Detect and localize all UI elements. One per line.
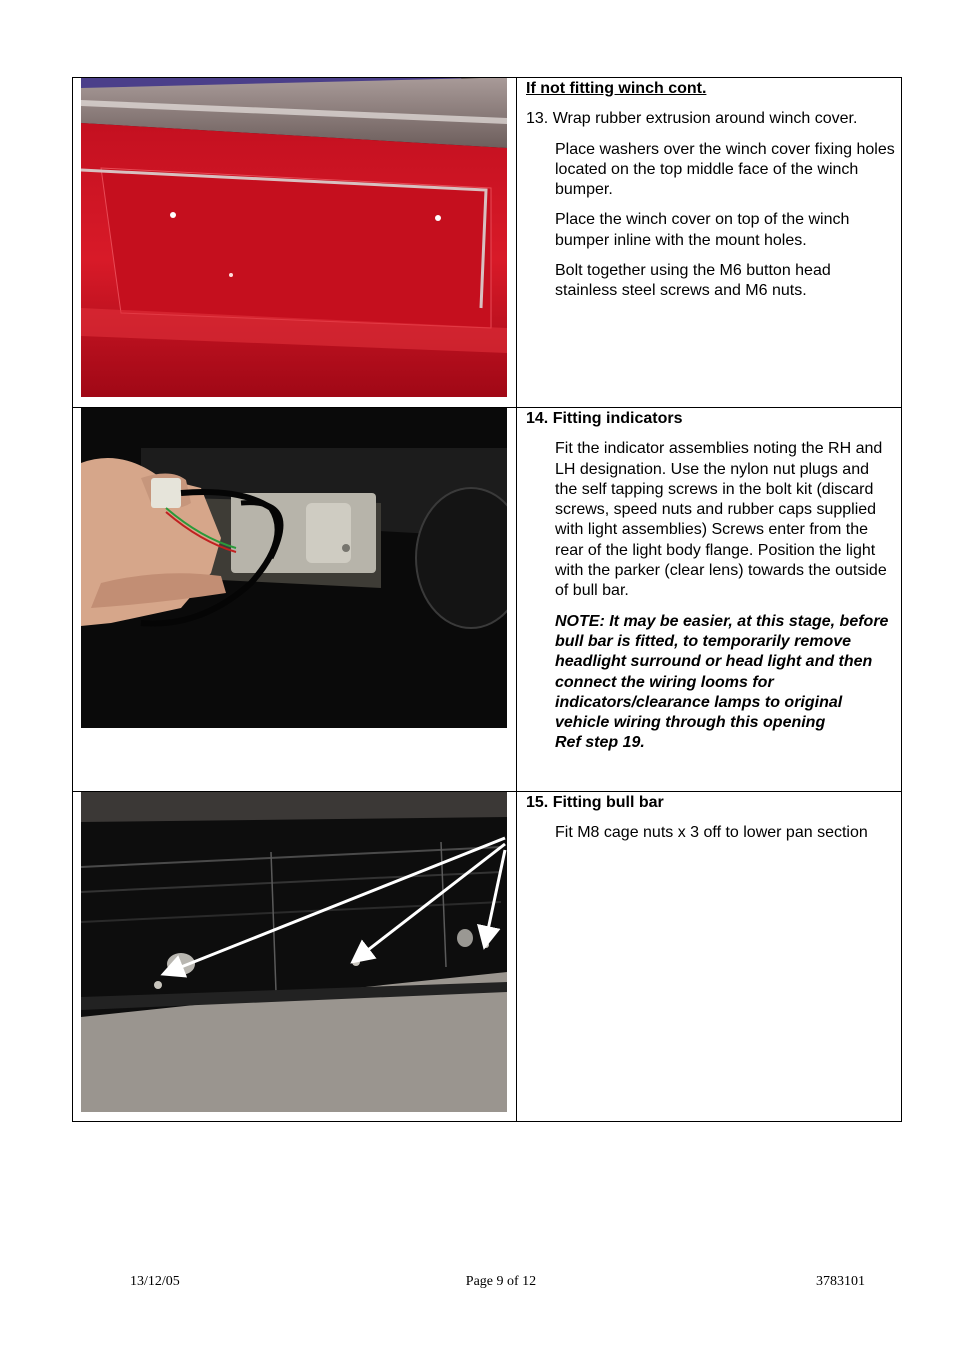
arrow [166,838,505,973]
section-heading: 14. Fitting indicators [526,410,683,427]
note-text: NOTE: It may be easier, at this stage, before bull bar is fitted, to temporarily remove headlight surround or head light and then connect the wiring looms for indicators/clearance lamps to original vehicle wiring through this opening Ref step 19. [555,612,889,752]
paragraph: Place washers over the winch cover fixing holes located on the top middle face of the winch bumper. [555,140,895,199]
footer-document-number: 3783101 [816,1274,865,1289]
table-row [73,78,901,408]
indicator-photo [81,408,507,728]
table-row [73,408,901,792]
footer-date: 13/12/05 [130,1274,180,1289]
section-heading: 15. Fitting bull bar [526,794,664,811]
paragraph: Fit the indicator assemblies noting the RH and LH designation. Use the nylon nut plugs and the self tapping screws in the bolt kit (discard screws, speed nuts and rubber caps supplied with light assemblies) Screws enter from the rear of the light body flange. Position the light with the parker (clear lens) towards the outside of bull bar. [555,440,887,600]
paragraph: Fit M8 cage nuts x 3 off to lower pan section [555,824,868,842]
paragraph: Place the winch cover on top of the winch bumper inline with the mount holes. [555,211,850,249]
paragraph: Bolt together using the M6 button head stainless steel screws and M6 nuts. [555,262,831,300]
column-divider [516,78,517,407]
section-heading: If not fitting winch cont. [526,80,707,97]
note-reference: Ref step 19. [555,734,645,752]
winch-cover-photo [81,78,507,397]
table-row [73,792,901,1121]
column-divider [516,792,517,1121]
arrow [485,850,505,944]
column-divider [516,408,517,791]
step-line: 13. Wrap rubber extrusion around winch cover. [526,110,858,128]
footer-page-number: Page 9 of 12 [465,1274,537,1289]
step-13-text [526,78,895,302]
step-15-text [526,792,895,844]
instruction-table [72,77,902,1122]
arrow [355,844,505,960]
step-14-text [526,408,895,754]
